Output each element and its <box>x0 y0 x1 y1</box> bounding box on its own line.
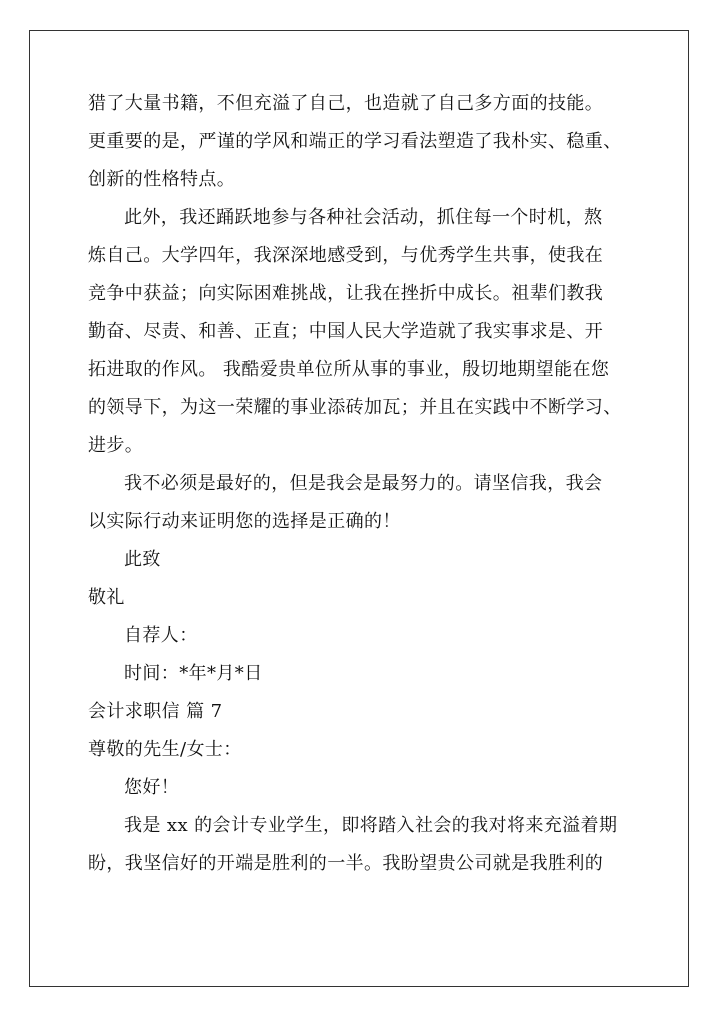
body-line: 的领导下，为这一荣耀的事业添砖加瓦；并且在实践中不断学习、 <box>88 397 622 418</box>
section-heading: 会计求职信 篇 7 <box>88 701 223 722</box>
body-line: 竞争中获益；向实际困难挑战，让我在挫折中成长。祖辈们教我 <box>88 283 604 304</box>
date-line: 时间：*年*月*日 <box>124 663 263 684</box>
body-line: 创新的性格特点。 <box>88 169 236 190</box>
body-line: 我不必须是最好的，但是我会是最努力的。请坚信我，我会 <box>124 473 603 494</box>
body-line: 此外，我还踊跃地参与各种社会活动，抓住每一个时机，熬 <box>124 207 603 228</box>
body-line: 我是 xx 的会计专业学生，即将踏入社会的我对将来充溢着期 <box>124 815 618 836</box>
body-line: 勤奋、尽责、和善、正直；中国人民大学造就了我实事求是、开 <box>88 321 604 342</box>
salutation-line: 尊敬的先生/女士： <box>88 739 242 760</box>
body-line: 更重要的是，严谨的学风和端正的学习看法塑造了我朴实、稳重、 <box>88 131 622 152</box>
body-line: 拓进取的作风。 我酷爱贵单位所从事的事业，殷切地期望能在您 <box>88 359 610 380</box>
body-line: 进步。 <box>88 435 144 456</box>
body-line: 以实际行动来证明您的选择是正确的！ <box>88 511 401 532</box>
closing-line: 此致 <box>124 549 161 570</box>
signature-line: 自荐人： <box>124 625 198 646</box>
body-line: 盼，我坚信好的开端是胜利的一半。我盼望贵公司就是我胜利的 <box>88 853 604 874</box>
body-line: 炼自己。大学四年，我深深地感受到，与优秀学生共事，使我在 <box>88 245 604 266</box>
body-line: 猎了大量书籍，不但充溢了自己，也造就了自己多方面的技能。 <box>88 93 604 114</box>
greeting-line: 您好！ <box>124 777 180 798</box>
closing-line: 敬礼 <box>88 587 125 608</box>
